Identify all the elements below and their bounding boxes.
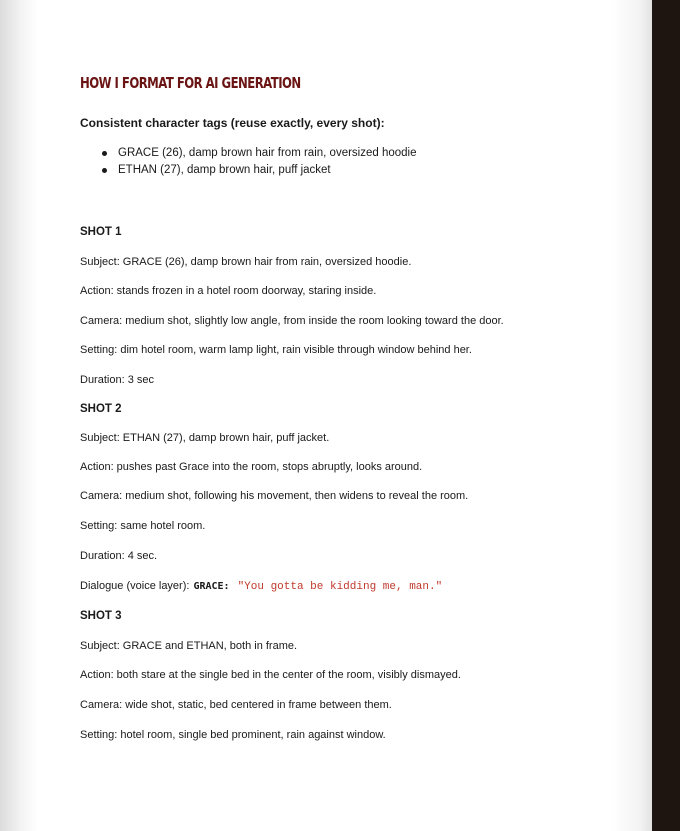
shot-3-camera: Camera: wide shot, static, bed centered in frame between them. — [80, 699, 392, 711]
shot-1-duration: Duration: 3 sec — [80, 374, 154, 386]
shot-3-action: Action: both stare at the single bed in the center of the room, visibly dismayed. — [80, 669, 461, 681]
shot-3-setting: Setting: hotel room, single bed prominent, rain against window. — [80, 729, 386, 741]
dialogue-character: GRACE: — [193, 581, 230, 592]
shot-1-action: Action: stands frozen in a hotel room doorway, staring inside. — [80, 285, 377, 297]
shot-2-setting: Setting: same hotel room. — [80, 520, 206, 532]
shot-3-heading: SHOT 3 — [80, 610, 122, 622]
shot-2-subject: Subject: ETHAN (27), damp brown hair, puff jacket. — [80, 432, 330, 444]
page-edge-shadow — [652, 0, 680, 831]
shot-1-subject: Subject: GRACE (26), damp brown hair from rain, oversized hoodie. — [80, 256, 412, 268]
dialogue-line: "You gotta be kidding me, man." — [237, 581, 443, 593]
list-item — [98, 145, 417, 162]
bullet-icon — [102, 168, 107, 173]
list-item — [98, 162, 417, 179]
shot-2-dialogue — [80, 580, 442, 593]
shot-2-heading: SHOT 2 — [80, 403, 122, 415]
shot-1-heading: SHOT 1 — [80, 226, 122, 238]
dialogue-label: Dialogue (voice layer): — [80, 580, 190, 592]
shot-2-duration: Duration: 4 sec. — [80, 550, 158, 562]
shot-2-camera: Camera: medium shot, following his movement, then widens to reveal the room. — [80, 490, 469, 502]
bullet-icon — [102, 151, 107, 156]
shot-1-camera: Camera: medium shot, slightly low angle, from inside the room looking toward the door. — [80, 315, 504, 327]
character-tag-ethan: ETHAN (27), damp brown hair, puff jacket — [118, 164, 331, 176]
character-tag-grace: GRACE (26), damp brown hair from rain, oversized hoodie — [118, 147, 417, 159]
shot-2-action: Action: pushes past Grace into the room, stops abruptly, looks around. — [80, 461, 423, 473]
character-tags-list — [98, 145, 417, 179]
document-title: HOW I FORMAT FOR AI GENERATION — [80, 74, 301, 92]
character-tags-heading: Consistent character tags (reuse exactly, every shot): — [80, 116, 385, 130]
shot-1-setting: Setting: dim hotel room, warm lamp light, rain visible through window behind her. — [80, 344, 472, 356]
shot-3-subject: Subject: GRACE and ETHAN, both in frame. — [80, 640, 298, 652]
